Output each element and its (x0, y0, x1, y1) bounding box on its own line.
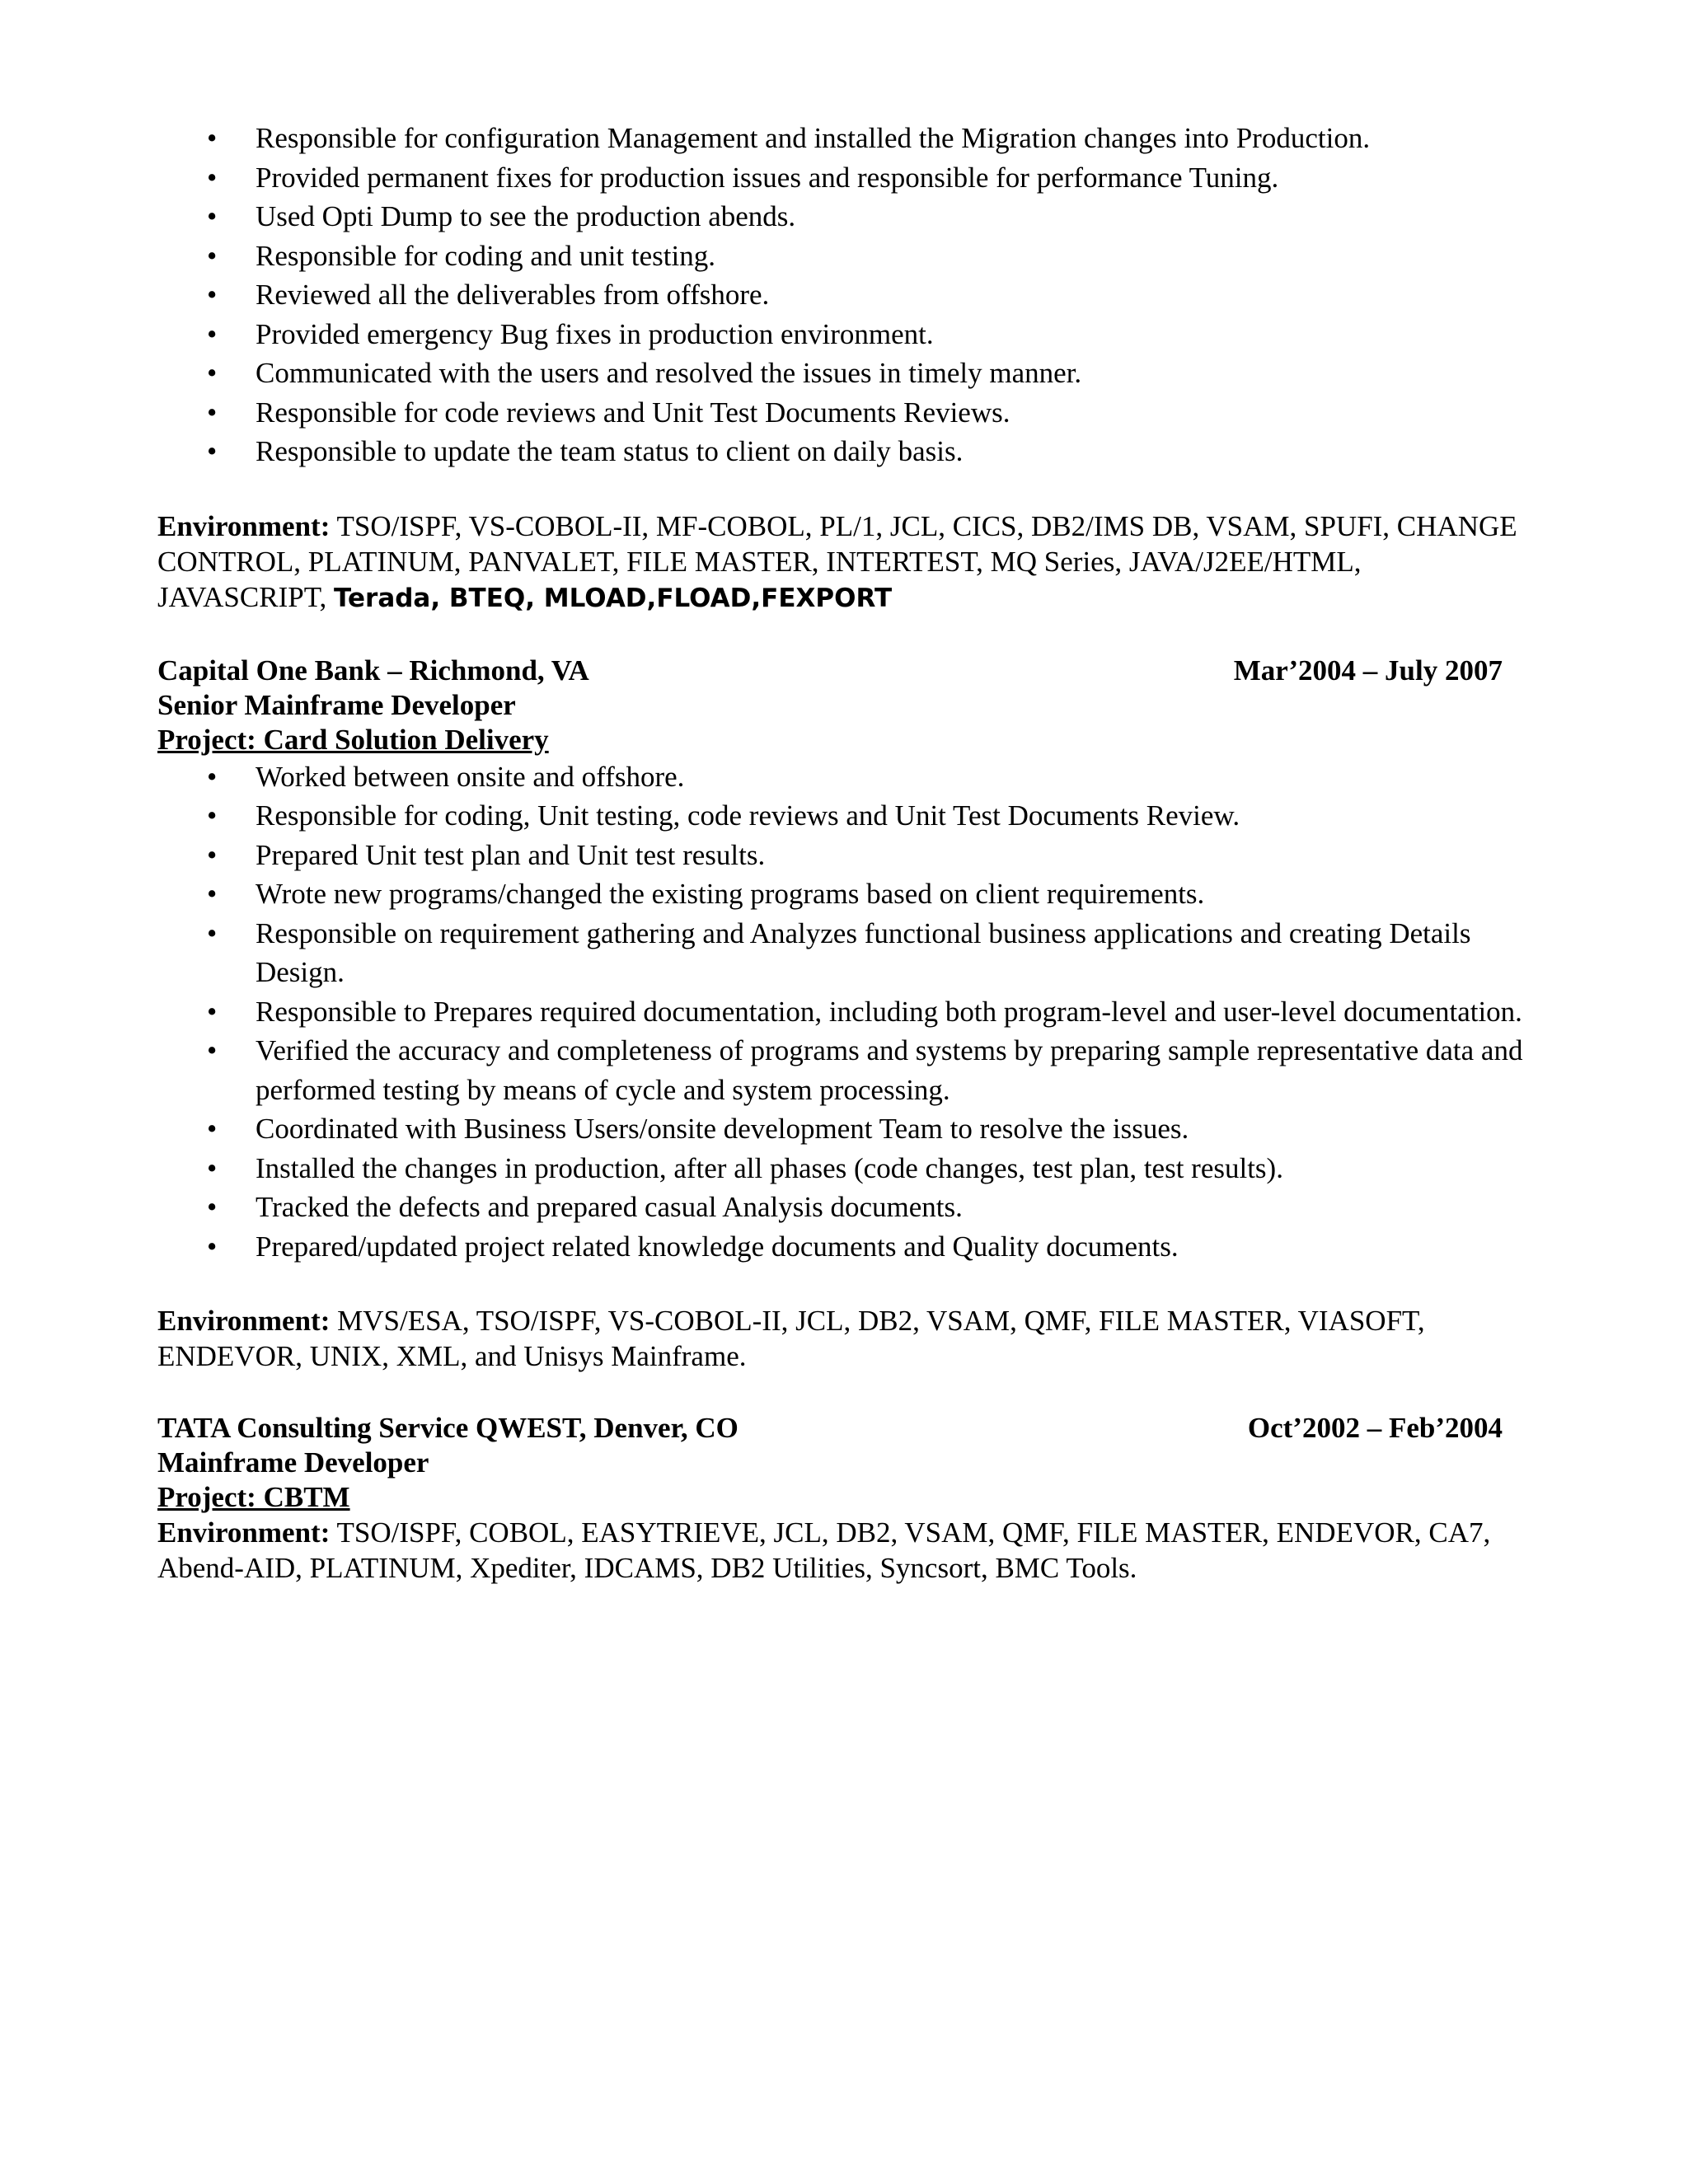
list-item: • Responsible for configuration Management and installed the Migration changes into Production. (157, 119, 1534, 158)
job-title: Mainframe Developer (157, 1446, 429, 1479)
list-item: • Verified the accuracy and completeness of programs and systems by preparing sample representative data and performed testing by means of cycle and system processing. (157, 1031, 1534, 1109)
environment-extra: Terada, BTEQ, MLOAD,FLOAD,FEXPORT (333, 583, 893, 613)
list-item: • Reviewed all the deliverables from offshore. (157, 275, 1534, 315)
list-item: • Provided emergency Bug fixes in production environment. (157, 315, 1534, 354)
resume-page (157, 119, 1534, 1586)
environment-label: Environment: (157, 509, 331, 542)
list-item: • Responsible on requirement gathering and Analyzes functional business applications and creating Details Design. (157, 914, 1534, 992)
job-dates: Oct’2002 – Feb’2004 (1247, 1412, 1503, 1444)
environment-text: TSO/ISPF, VS-COBOL-II, MF-COBOL, PL/1, JCL, CICS, DB2/IMS DB, VSAM, SPUFI, CHANGE CONTROL, PLATINUM, PANVALET, FILE MASTER, INTERTEST, MQ Series, JAVA/J2EE/HTML, JAVASCRIPT, (157, 509, 1517, 613)
environment-paragraph (157, 509, 1534, 616)
environment-label: Environment: (157, 1305, 331, 1337)
list-item: • Responsible to update the team status to client on daily basis. (157, 432, 1534, 471)
list-item: • Installed the changes in production, after all phases (code changes, test plan, test results). (157, 1149, 1534, 1188)
list-item: • Prepared/updated project related knowledge documents and Quality documents. (157, 1227, 1534, 1267)
job-header (157, 1411, 1534, 1446)
spacer (157, 1266, 1534, 1303)
list-item: • Responsible for code reviews and Unit Test Documents Reviews. (157, 393, 1534, 433)
list-item: • Coordinated with Business Users/onsite development Team to resolve the issues. (157, 1109, 1534, 1149)
environment-text: TSO/ISPF, COBOL, EASYTRIEVE, JCL, DB2, VSAM, QMF, FILE MASTER, ENDEVOR, CA7, Abend-AID, PLATINUM, Xpediter, IDCAMS, DB2 Utilities, Syncsort, BMC Tools. (157, 1516, 1491, 1584)
list-item: • Used Opti Dump to see the production abends. (157, 197, 1534, 237)
company-name: TATA Consulting Service QWEST, Denver, CO (157, 1412, 738, 1444)
job-title: Senior Mainframe Developer (157, 688, 516, 721)
job-header (157, 654, 1534, 688)
list-item: • Responsible for coding, Unit testing, code reviews and Unit Test Documents Review. (157, 796, 1534, 836)
environment-paragraph (157, 1515, 1534, 1586)
project-name: Project: CBTM (157, 1481, 350, 1513)
list-item: • Responsible to Prepares required documentation, including both program-level and user-level documentation. (157, 992, 1534, 1032)
spacer (157, 616, 1534, 654)
spacer (157, 1374, 1534, 1411)
project-name: Project: Card Solution Delivery (157, 723, 549, 756)
list-item: • Responsible for coding and unit testing. (157, 237, 1534, 276)
responsibilities-list (157, 757, 1534, 1267)
list-item: • Provided permanent fixes for production issues and responsible for performance Tuning. (157, 158, 1534, 198)
list-item: • Wrote new programs/changed the existing programs based on client requirements. (157, 874, 1534, 914)
environment-paragraph (157, 1303, 1534, 1374)
environment-text: MVS/ESA, TSO/ISPF, VS-COBOL-II, JCL, DB2, VSAM, QMF, FILE MASTER, VIASOFT, ENDEVOR, UNIX, XML, and Unisys Mainframe. (157, 1305, 1425, 1372)
spacer (157, 471, 1534, 509)
list-item: • Tracked the defects and prepared casual Analysis documents. (157, 1188, 1534, 1227)
list-item: • Communicated with the users and resolved the issues in timely manner. (157, 354, 1534, 393)
list-item: • Worked between onsite and offshore. (157, 757, 1534, 797)
responsibilities-list (157, 119, 1534, 471)
list-item: • Prepared Unit test plan and Unit test results. (157, 836, 1534, 875)
job-dates: Mar’2004 – July 2007 (1233, 654, 1503, 687)
environment-label: Environment: (157, 1516, 331, 1549)
company-name: Capital One Bank – Richmond, VA (157, 654, 589, 687)
